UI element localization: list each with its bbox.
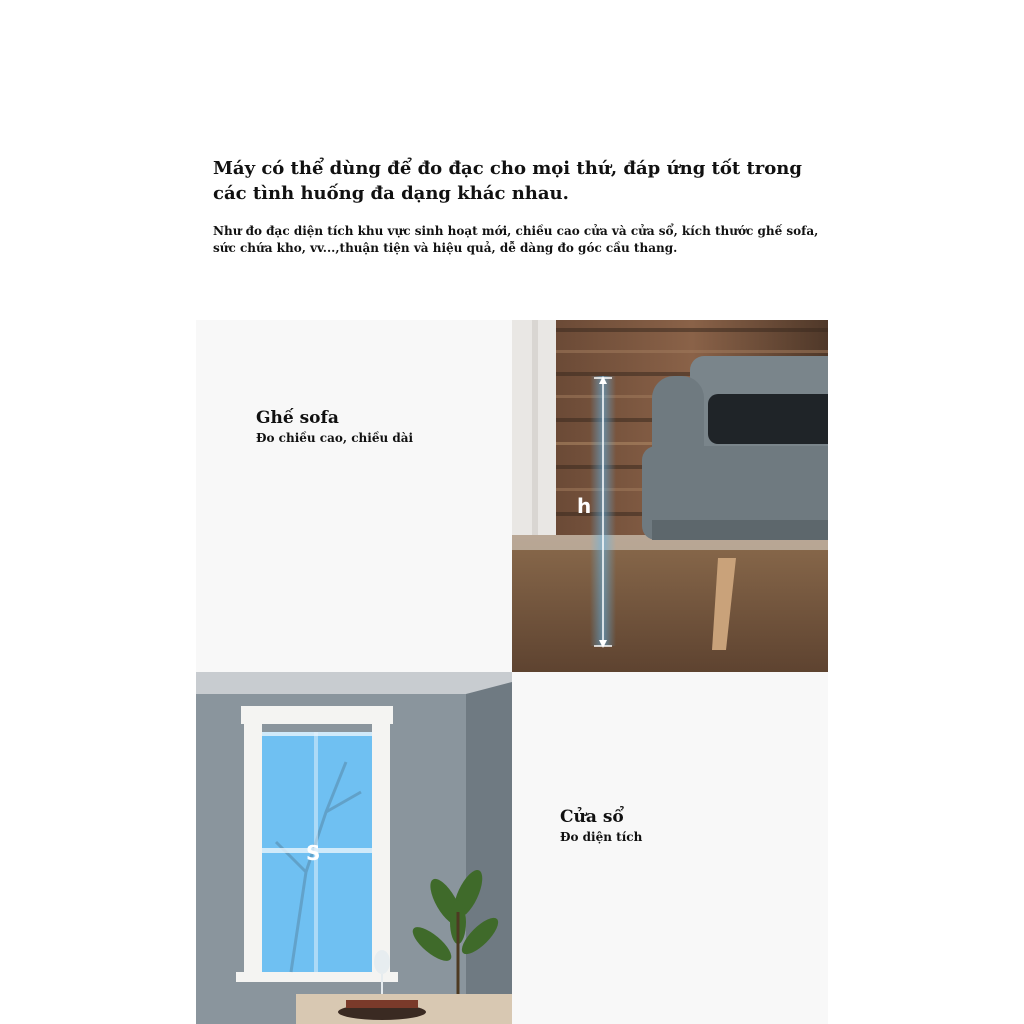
description: Như đo đạc diện tích khu vực sinh hoạt mới, chiều cao cửa và cửa sổ, kích thước ghế sofa, sức chứa kho, vv...,thuận tiện và hiệu quả, dễ dàng đo góc cầu thang. bbox=[213, 224, 819, 255]
sofa-title: Ghế sofa bbox=[256, 408, 339, 428]
window-illustration bbox=[196, 672, 512, 1024]
window-subtitle: Đo diện tích bbox=[560, 830, 643, 844]
window-image bbox=[196, 672, 512, 1024]
feature-grid bbox=[196, 320, 828, 1024]
sofa-image bbox=[512, 320, 828, 672]
height-label: h bbox=[577, 494, 592, 518]
area-label: S bbox=[306, 841, 321, 865]
window-title: Cửa sổ bbox=[560, 807, 624, 827]
sofa-illustration bbox=[512, 320, 828, 672]
headline: Máy có thể dùng để đo đạc cho mọi thứ, đáp ứng tốt trong các tình huống đa dạng khác nhau. bbox=[213, 158, 802, 204]
sofa-subtitle: Đo chiều cao, chiều dài bbox=[256, 431, 414, 445]
window-text-panel bbox=[512, 672, 828, 1024]
sofa-text-panel bbox=[196, 320, 512, 672]
